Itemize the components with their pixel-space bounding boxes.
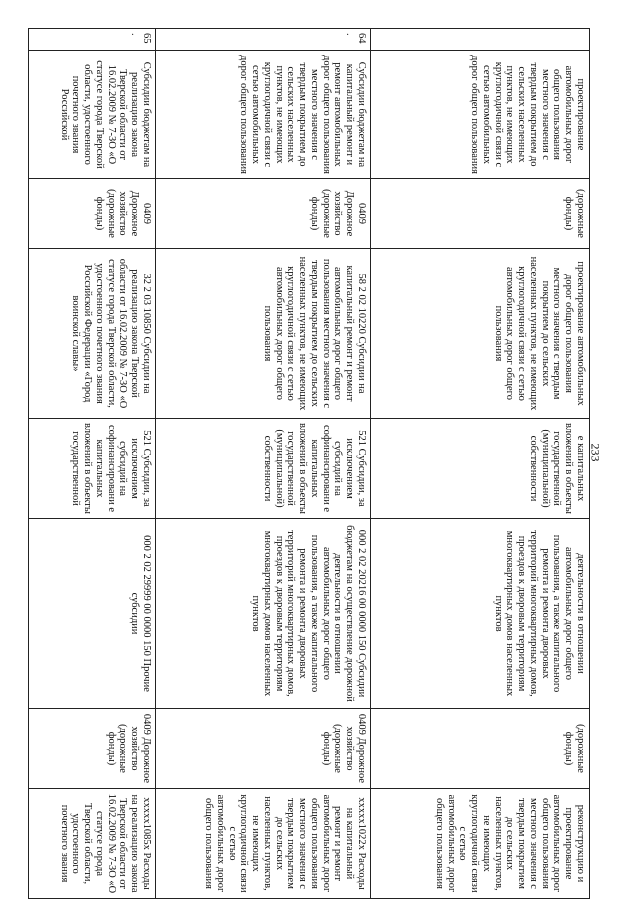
table-row <box>156 29 371 899</box>
row-number: 65. <box>29 29 156 51</box>
cell-local-article: xxxxx1022x Расходы на капитальный ремонт и ремонт автомобильных дорог общего пользования местного значения с твердым покрытием до сельских населенных пунктов, не имеющих круглогодичной связи с сетью автомобильных дорог общего пользования <box>156 789 371 899</box>
cell-subsidy-name: Субсидии бюджетам на реализацию закона Тверской области от 16.02.2009 № 7-ЗО «О статусе города Тверской области, удостоенного почетного звания Российской <box>29 51 156 179</box>
cell-section-local: 0409 Дорожное хозяйство (дорожные фонды) <box>156 709 371 789</box>
cell-section: (дорожные фонды) <box>371 179 590 249</box>
cell-target-article: 58 2 02 10220 Субсидии на капитальный ремонт и ремонт автомобильных дорог общего пользования местного значения с твердым покрытием до сельских населенных пунктов, не имеющих круглогодичной связи с сетью автомобильных дорог общего пользования <box>156 249 371 419</box>
cell-expense-type: 521 Субсидии, за исключением субсидий на софинансировани е капитальных вложений в объекты государственной <box>29 419 156 519</box>
cell-target-article: 32 2 03 10850 Субсидии на реализацию закона Тверской области от 16.02.2009 № 7-ЗО «О статусе города Тверской области, удостоенного почетного звания Российской Федерации «Город воинской славы» <box>29 249 156 419</box>
rotated-page <box>50 28 590 898</box>
cell-section: 0409 Дорожное хозяйство (дорожные фонды) <box>156 179 371 249</box>
cell-expense-type: е капитальных вложений в объекты государственной (муниципальной) собственности <box>371 419 590 519</box>
row-number <box>371 29 590 51</box>
cell-revenue-code: деятельности в отношении автомобильных дорог общего пользования, а также капитального ремонта и ремонта дворовых территорий многоквартирных домов, проездов к дворовым территориям многоквартирных домов населенных пунктов <box>371 519 590 709</box>
page-number: 233 <box>588 443 603 462</box>
cell-section-local: (дорожные фонды) <box>371 709 590 789</box>
row-number: 64. <box>156 29 371 51</box>
cell-expense-type: 521 Субсидии, за исключением субсидий на софинансировани е капитальных вложений в объекты государственной (муниципальной) собственности <box>156 419 371 519</box>
table-row <box>29 29 156 899</box>
cell-revenue-code: 000 2 02 20216 00 0000 150 Субсидии бюджетам на осуществление дорожной деятельности в отношении автомобильных дорог общего пользования, а также капитального ремонта и ремонта дворовых территорий многоквартирных домов, проездов к дворовым территориям многоквартирных домов населенных пунктов <box>156 519 371 709</box>
cell-local-article: xxxxx1085x Расходы на реализацию закона Тверской области от 16.02.2009 № 7-ЗО «О статусе города Тверской области, удостоенного почетного звания <box>29 789 156 899</box>
cell-local-article: реконструкцию и проектирование автомобильных дорог общего пользования местного значения с твердым покрытием до сельских населенных пунктов, не имеющих круглогодичной связи с сетью автомобильных дорог общего пользования <box>371 789 590 899</box>
cell-section-local: 0409 Дорожное хозяйство (дорожные фонды) <box>29 709 156 789</box>
cell-target-article: проектирование автомобильных дорог общего пользования местного значения с твердым покрытием до сельских населенных пунктов, не имеющих круглогодичной связи с сетью автомобильных дорог общего пользования <box>371 249 590 419</box>
cell-revenue-code: 000 2 02 29999 00 0000 150 Прочие субсидии <box>29 519 156 709</box>
subsidy-table <box>28 28 590 899</box>
table-row <box>371 29 590 899</box>
cell-section: 0409 Дорожное хозяйство (дорожные фонды) <box>29 179 156 249</box>
cell-subsidy-name: проектирование автомобильных дорог общего пользования местного значения с твердым покрытием до сельских населенных пунктов, не имеющих круглогодичной связи с сетью автомобильных дорог общего пользования <box>371 51 590 179</box>
cell-subsidy-name: Субсидии бюджетам на капитальный ремонт и ремонт автомобильных дорог общего пользования местного значения с твердым покрытием до сельских населенных пунктов, не имеющих круглогодичной связи с сетью автомобильных дорог общего пользования <box>156 51 371 179</box>
